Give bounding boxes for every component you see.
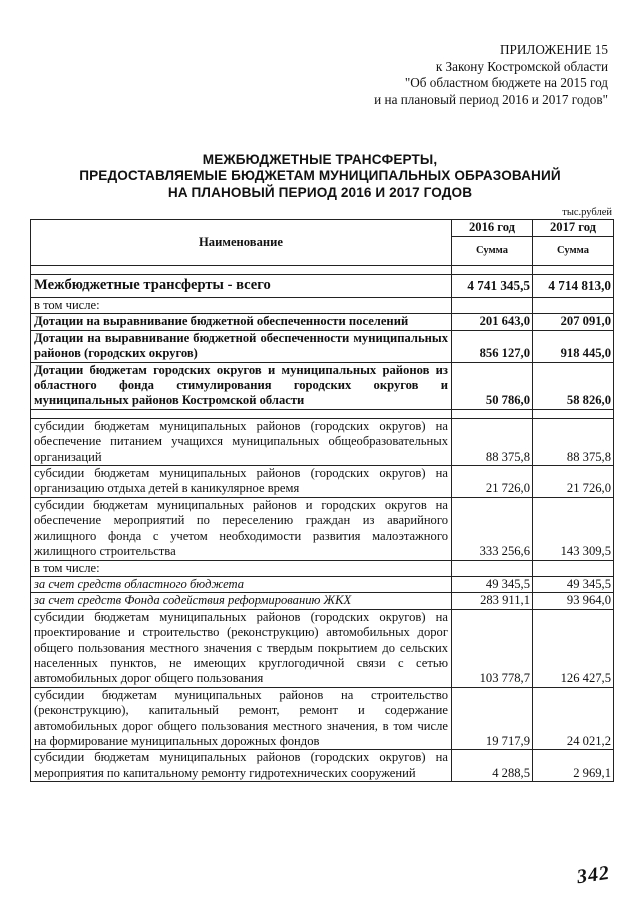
table-row	[31, 314, 614, 330]
row-value-2017: 143 309,5	[533, 497, 614, 560]
row-name: субсидии бюджетам муниципальных районов на строительство (реконструкцию), капитальный ремонт, ремонт и содержание автомобильных дорог общего пользования местного значения, в том числе на формирование муниципальных дорожных фондов	[31, 687, 452, 750]
row-name: за счет средств Фонда содействия реформированию ЖКХ	[31, 593, 452, 609]
title-line1: МЕЖБЮДЖЕТНЫЕ ТРАНСФЕРТЫ,	[202, 152, 438, 167]
row-value-2017: 4 714 813,0	[533, 275, 614, 298]
spacer-row	[31, 409, 614, 418]
row-name: субсидии бюджетам муниципальных районов и городских округов на обеспечение мероприятий по переселению граждан из аварийного жилищного фонда с учетом необходимости развития малоэтажного жилищного строительства	[31, 497, 452, 560]
row-name: в том числе:	[31, 298, 452, 314]
row-value-2016: 4 288,5	[452, 750, 533, 782]
table-row	[31, 497, 614, 560]
row-value-2016: 333 256,6	[452, 497, 533, 560]
header-year-2017: 2017 год	[533, 220, 614, 237]
header-sum-2017: Сумма	[533, 237, 614, 266]
row-value-2017: 2 969,1	[533, 750, 614, 782]
appendix-line4: и на плановый период 2016 и 2017 годов"	[374, 91, 608, 107]
transfers-table	[30, 219, 614, 782]
table-row	[31, 609, 614, 687]
row-name: в том числе:	[31, 560, 452, 576]
row-name: субсидии бюджетам муниципальных районов (городских округов) на обеспечение питанием учащихся муниципальных общеобразовательных организаций	[31, 418, 452, 465]
appendix-line2: к Закону Костромской области	[435, 58, 608, 74]
document-title	[32, 152, 608, 201]
row-value-2017: 58 826,0	[533, 362, 614, 409]
header-sum-2016: Сумма	[452, 237, 533, 266]
table-row	[31, 750, 614, 782]
title-line2: ПРЕДОСТАВЛЯЕМЫЕ БЮДЖЕТАМ МУНИЦИПАЛЬНЫХ ОБРАЗОВАНИЙ	[79, 168, 561, 184]
row-name: Дотации бюджетам городских округов и муниципальных районов из областного фонда стимулирования городских округов и муниципальных районов Костромской области	[31, 362, 452, 409]
header-name: Наименование	[31, 220, 452, 266]
row-name: за счет средств областного бюджета	[31, 576, 452, 592]
table-row	[31, 466, 614, 498]
row-value-2016: 201 643,0	[452, 314, 533, 330]
row-value-2017: 918 445,0	[533, 330, 614, 362]
row-value-2016: 21 726,0	[452, 466, 533, 498]
page-number: 342	[575, 861, 612, 889]
table-row	[31, 298, 614, 314]
row-name: Межбюджетные трансферты - всего	[31, 275, 452, 298]
table-row	[31, 687, 614, 750]
row-value-2017: 49 345,5	[533, 576, 614, 592]
title-line3: НА ПЛАНОВЫЙ ПЕРИОД 2016 И 2017 ГОДОВ	[167, 184, 473, 200]
table-row	[31, 576, 614, 592]
row-value-2016: 88 375,8	[452, 418, 533, 465]
appendix-line1: ПРИЛОЖЕНИЕ 15	[500, 42, 608, 57]
row-value-2017: 126 427,5	[533, 609, 614, 687]
header-year-2016: 2016 год	[452, 220, 533, 237]
row-name: субсидии бюджетам муниципальных районов (городских округов) на организацию отдыха детей в каникулярное время	[31, 466, 452, 498]
table-row	[31, 418, 614, 465]
row-value-2016: 4 741 345,5	[452, 275, 533, 298]
row-name: Дотации на выравнивание бюджетной обеспеченности поселений	[31, 314, 452, 330]
table-row	[31, 560, 614, 576]
unit-label: тыс.рублей	[562, 207, 612, 218]
row-value-2016: 50 786,0	[452, 362, 533, 409]
table-row	[31, 593, 614, 609]
table-row	[31, 362, 614, 409]
row-value-2017: 21 726,0	[533, 466, 614, 498]
spacer-row	[31, 266, 614, 275]
row-name: субсидии бюджетам муниципальных районов (городских округов) на проектирование и строительство (реконструкцию) автомобильных дорог общего пользования местного значения с твердым покрытием до сельских населенных пунктов, не имеющих круглогодичной связи с сетью автомобильных дорог общего пользования	[31, 609, 452, 687]
row-value-2016: 103 778,7	[452, 609, 533, 687]
row-value-2017: 93 964,0	[533, 593, 614, 609]
row-name: Дотации на выравнивание бюджетной обеспеченности муниципальных районов (городских округов)	[31, 330, 452, 362]
appendix-header	[288, 42, 608, 108]
row-value-2017: 88 375,8	[533, 418, 614, 465]
row-value-2017: 24 021,2	[533, 687, 614, 750]
row-value-2016: 19 717,9	[452, 687, 533, 750]
table-row	[31, 330, 614, 362]
row-value-2016: 49 345,5	[452, 576, 533, 592]
row-value-2017: 207 091,0	[533, 314, 614, 330]
appendix-line3: "Об областном бюджете на 2015 год	[404, 75, 608, 90]
row-value-2016: 856 127,0	[452, 330, 533, 362]
row-value-2016: 283 911,1	[452, 593, 533, 609]
table-row	[31, 275, 614, 298]
row-name: субсидии бюджетам муниципальных районов (городских округов) на мероприятия по капитальному ремонту гидротехнических сооружений	[31, 750, 452, 782]
